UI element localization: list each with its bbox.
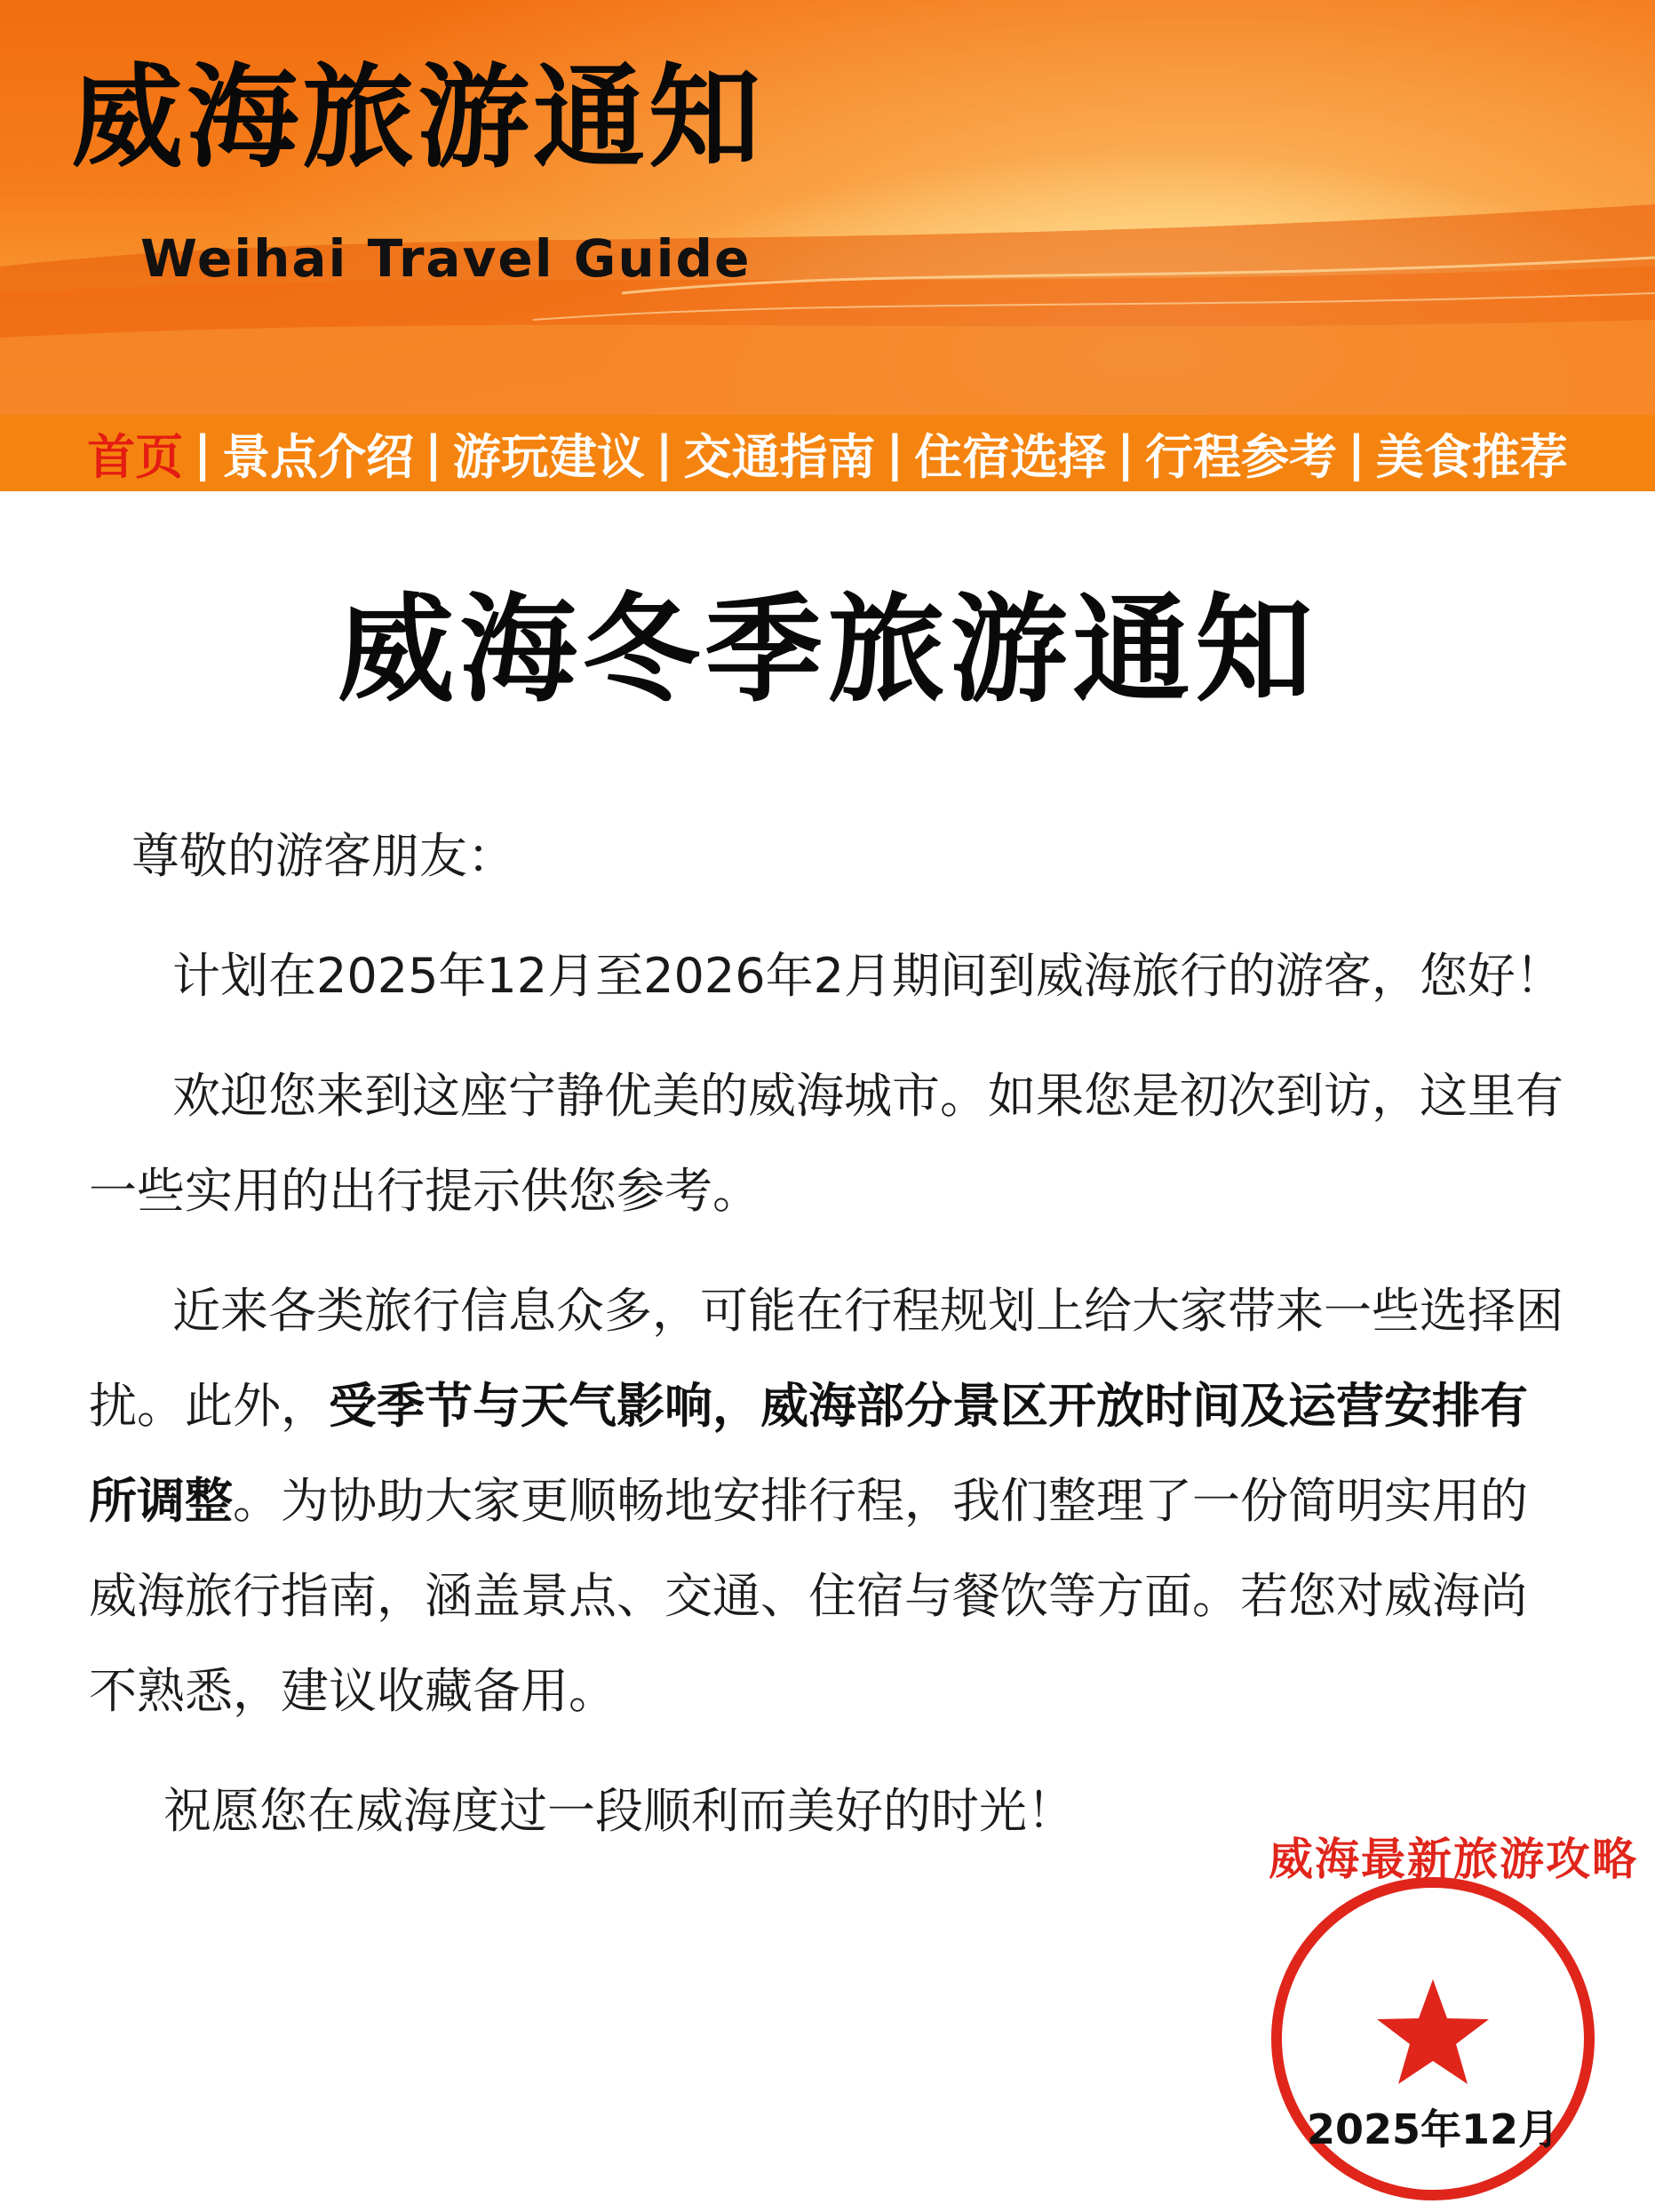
star-icon [1377, 1979, 1489, 2084]
nav-item-transport[interactable]: 交通指南 [683, 428, 876, 485]
paragraph-3-highlight: 受季节与天气影响，威海部分景区开放时间及运营安排有所调整 [89, 1378, 1528, 1529]
page-title: 威海冬季旅游通知 [337, 582, 1318, 719]
top-navigation [0, 415, 1655, 491]
nav-item-attractions[interactable]: 景点介绍 [222, 428, 415, 485]
stamp-arc-text: 威海最新旅游攻略 [1269, 1834, 1638, 1885]
nav-separator: | [194, 425, 212, 481]
nav-item-food[interactable]: 美食推荐 [1375, 428, 1568, 485]
red-seal-stamp [1269, 1834, 1638, 2203]
paragraph-2: 欢迎您来到这座宁静优美的威海城市。如果您是初次到访，这里有一些实用的出行提示供您参考。 [89, 1068, 1563, 1219]
nav-separator: | [886, 425, 904, 481]
paragraph-1: 计划在2025年12月至2026年2月期间到威海旅行的游客，您好！ [172, 948, 1563, 1004]
banner-title: 威海旅游通知 [71, 52, 764, 183]
nav-separator: | [425, 425, 442, 481]
header-banner [0, 0, 1655, 415]
notice-body [89, 808, 1563, 1858]
stamp-date: 2025年12月 [1306, 2105, 1560, 2153]
paragraph-3 [89, 1263, 1563, 1739]
closing-text: 祝愿您在威海度过一段顺利而美好的时光！ [163, 1783, 1075, 1839]
nav-separator: | [1347, 425, 1365, 481]
nav-item-home[interactable]: 首页 [87, 428, 184, 485]
nav-separator: | [655, 425, 673, 481]
banner-subtitle: Weihai Travel Guide [140, 228, 752, 289]
paragraph-3-text-a: 近来各类旅行信息众多，可能在行程规划上给大家带来一些选择困扰。此外， [89, 1283, 1563, 1434]
nav-item-tips[interactable]: 游玩建议 [452, 428, 645, 485]
nav-separator: | [1117, 425, 1134, 481]
greeting-text: 尊敬的游客朋友： [131, 828, 515, 884]
nav-item-accommodation[interactable]: 住宿选择 [914, 428, 1107, 485]
paragraph-3-text-b: 。为协助大家更顺畅地安排行程，我们整理了一份简明实用的威海旅行指南，涵盖景点、交通、住宿与餐饮等方面。若您对威海尚不熟悉，建议收藏备用。 [89, 1473, 1528, 1719]
nav-item-itinerary[interactable]: 行程参考 [1144, 428, 1337, 485]
